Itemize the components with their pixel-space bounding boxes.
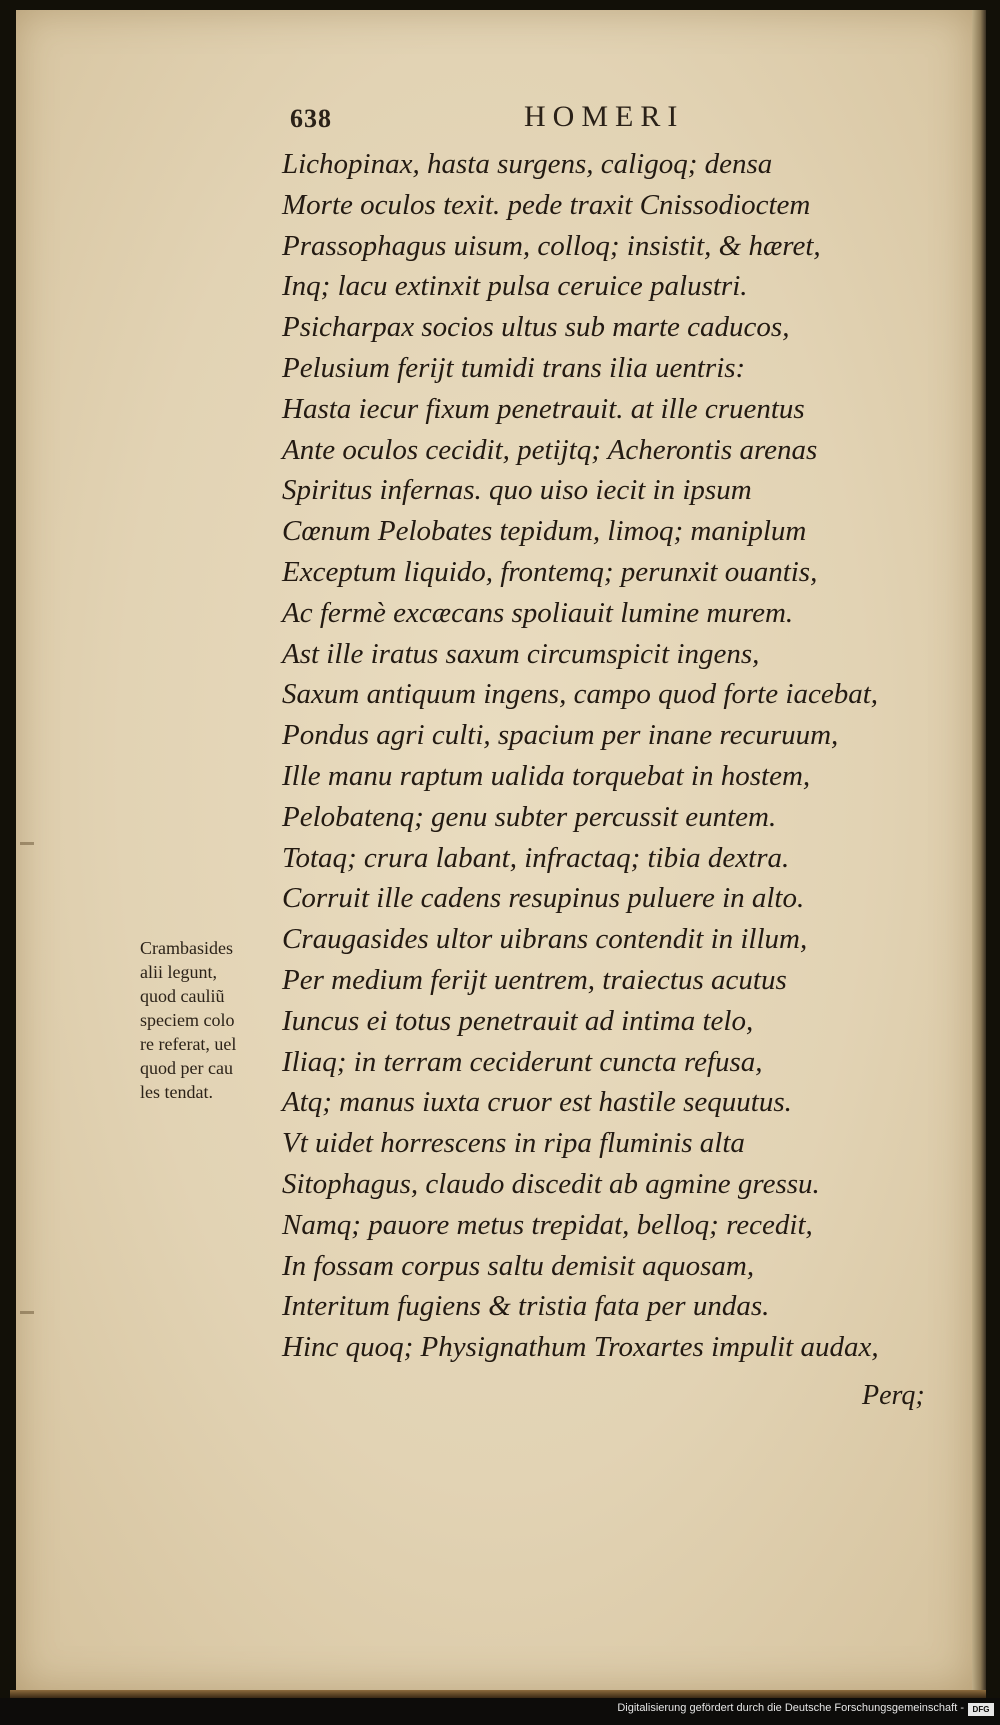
verse-line: In fossam corpus saltu demisit aquosam,: [282, 1249, 755, 1282]
verse-line: Per medium ferijt uentrem, traiectus acutus: [282, 963, 787, 996]
verse-line: Totaq; crura labant, infractaq; tibia dextra.: [282, 841, 790, 874]
page-edge-right: [972, 10, 986, 1690]
margin-note-line: quod cauliũ: [140, 986, 225, 1006]
verse-line: Spiritus infernas. quo uiso iecit in ipsum: [282, 474, 752, 507]
margin-note-line: Crambasides: [140, 938, 233, 958]
verse-block: [282, 144, 962, 1368]
dfg-logo-icon: DFG: [968, 1703, 994, 1716]
verse-line: Vt uidet horrescens in ripa fluminis alta: [282, 1127, 745, 1160]
verse-line: Pondus agri culti, spacium per inane recuruum,: [282, 719, 839, 752]
footer-bar: [0, 1698, 1000, 1725]
verse-line: Craugasides ultor uibrans contendit in illum,: [282, 923, 808, 956]
verse-line: Prassophagus uisum, colloq; insistit, & hæret,: [282, 229, 821, 262]
margin-note: [140, 936, 290, 1104]
margin-note-line: les tendat.: [140, 1082, 213, 1102]
verse-line: Interitum fugiens & tristia fata per undas.: [282, 1290, 770, 1323]
verse-line: Ast ille iratus saxum circumspicit ingens,: [282, 637, 760, 670]
margin-note-line: quod per cau: [140, 1058, 233, 1078]
verse-line: Cœnum Pelobates tepidum, limoq; maniplum: [282, 515, 807, 548]
verse-line: Ante oculos cecidit, petijtq; Acherontis arenas: [282, 433, 818, 466]
verse-line: Exceptum liquido, frontemq; perunxit ouantis,: [282, 555, 818, 588]
margin-note-line: speciem colo: [140, 1010, 235, 1030]
running-head: HOMERI: [524, 100, 685, 133]
verse-line: Sitophagus, claudo discedit ab agmine gressu.: [282, 1167, 820, 1200]
verse-line: Pelobatenq; genu subter percussit euntem.: [282, 800, 777, 833]
margin-note-line: alii legunt,: [140, 962, 217, 982]
verse-line: Hinc quoq; Physignathum Troxartes impulit audax,: [282, 1331, 879, 1364]
verse-line: Corruit ille cadens resupinus puluere in alto.: [282, 882, 805, 915]
margin-note-line: re referat, uel: [140, 1034, 237, 1054]
verse-line: Ille manu raptum ualida torquebat in hostem,: [282, 759, 811, 792]
verse-line: Morte oculos texit. pede traxit Cnissodioctem: [282, 188, 811, 221]
verse-line: Inq; lacu extinxit pulsa ceruice palustri.: [282, 270, 748, 303]
page-header: [290, 100, 730, 144]
verse-line: Psicharpax socios ultus sub marte caducos,: [282, 311, 790, 344]
gutter-mark: [20, 1311, 34, 1314]
verse-line: Pelusium ferijt tumidi trans ilia uentris:: [282, 351, 746, 384]
verse-line: Ac fermè excæcans spoliauit lumine murem.: [282, 596, 794, 629]
verse-line: Iliaq; in terram ceciderunt cuncta refusa,: [282, 1045, 763, 1078]
verse-line: Namq; pauore metus trepidat, belloq; recedit,: [282, 1208, 813, 1241]
verse-line: Lichopinax, hasta surgens, caligoq; densa: [282, 148, 773, 180]
funding-notice: Digitalisierung gefördert durch die Deutsche Forschungsgemeinschaft -: [617, 1702, 964, 1714]
verse-line: Iuncus ei totus penetrauit ad intima telo,: [282, 1004, 754, 1037]
verse-line: Saxum antiquum ingens, campo quod forte iacebat,: [282, 678, 879, 711]
page-edge-bottom: [10, 1690, 986, 1698]
catchword: Perq;: [862, 1380, 925, 1411]
gutter-mark: [20, 842, 34, 845]
verse-line: Hasta iecur fixum penetrauit. at ille cruentus: [282, 392, 805, 425]
page-number: 638: [290, 104, 332, 133]
verse-line: Atq; manus iuxta cruor est hastile sequutus.: [282, 1086, 792, 1119]
